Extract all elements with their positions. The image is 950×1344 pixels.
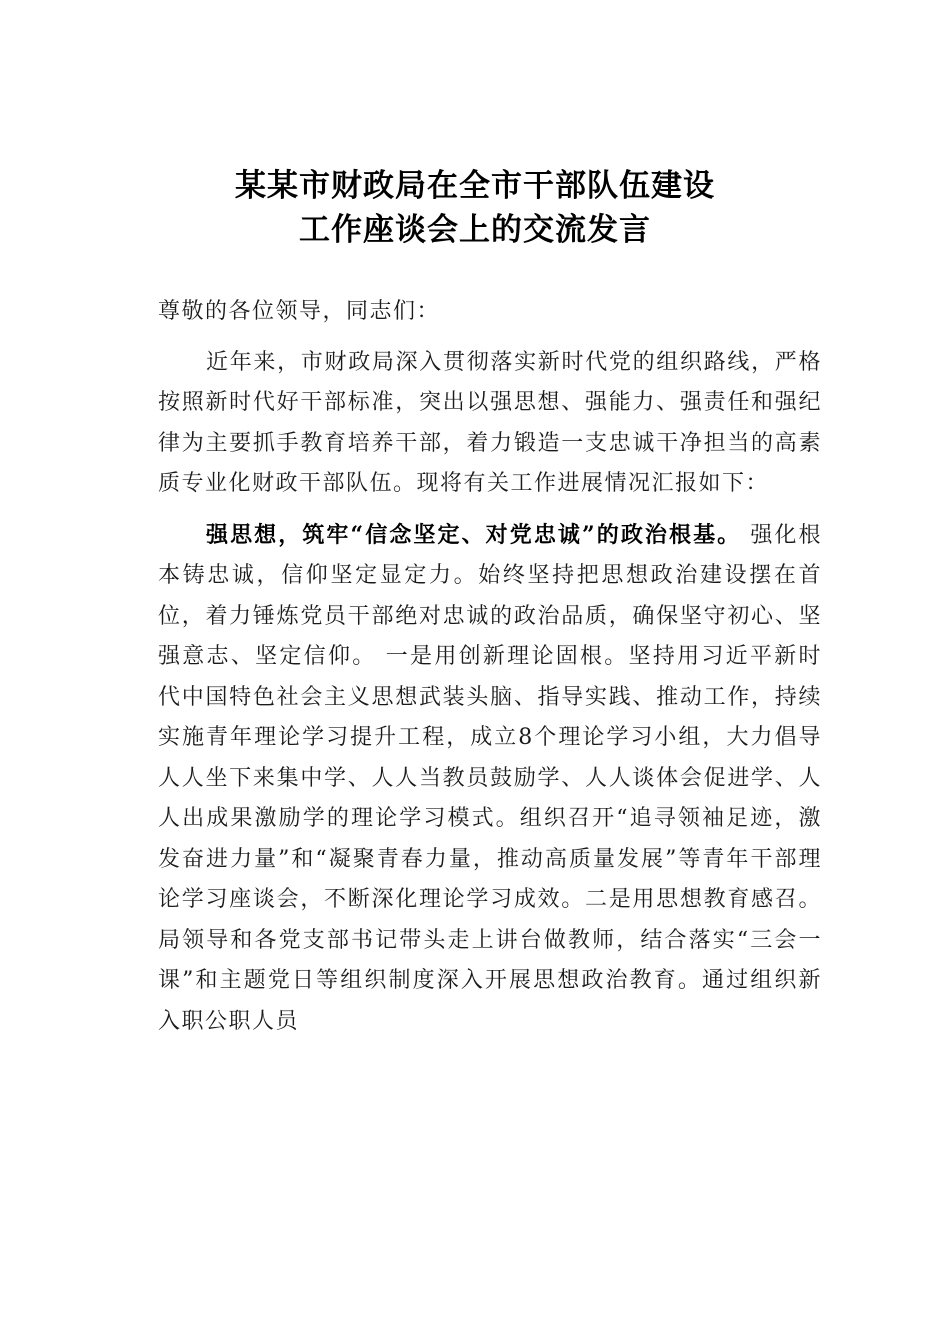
intro-paragraph: 近年来，市财政局深入贯彻落实新时代党的组织路线，严格按照新时代好干部标准，突出以强思想、强能力、强责任和强纪律为主要抓手教育培养干部，着力锻造一支忠诚干净担当的高素质专业化财政干部队伍。现将有关工作进展情况汇报如下：	[158, 349, 822, 496]
section-1-body: 强化根本铸忠诚，信仰坚定显定力。始终坚持把思想政治建设摆在首位，着力锤炼党员干部绝对忠诚的政治品质，确保坚守初心、坚强意志、坚定信仰。 一是用创新理论固根。坚持用习近平新时代中国特色社会主义思想武装头脑、指导实践、推动工作，持续实施青年理论学习提升工程，成立8个理论学习小组，大力倡导人人坐下来集中学、人人当教员鼓励学、人人谈体会促进学、人人出成果激励学的理论学习模式。组织召开“追寻领袖足迹，激发奋进力量”和“凝聚青春力量，推动高质量发展”等青年干部理论学习座谈会，不断深化理论学习成效。二是用思想教育感召。局领导和各党支部书记带头走上讲台做教师，结合落实“三会一课”和主题党日等组织制度深入开展思想政治教育。通过组织新入职公职人员	[158, 522, 822, 1034]
document-body	[158, 292, 822, 1042]
title-line-1: 某某市财政局在全市干部队伍建设	[235, 168, 715, 204]
title-line-2: 工作座谈会上的交流发言	[299, 212, 651, 248]
document-title	[120, 164, 830, 252]
section-1-paragraph	[158, 515, 822, 1043]
salutation: 尊敬的各位领导，同志们：	[158, 299, 441, 324]
section-1-heading: 强思想，筑牢“信念坚定、对党忠诚”的政治根基。	[206, 521, 742, 548]
